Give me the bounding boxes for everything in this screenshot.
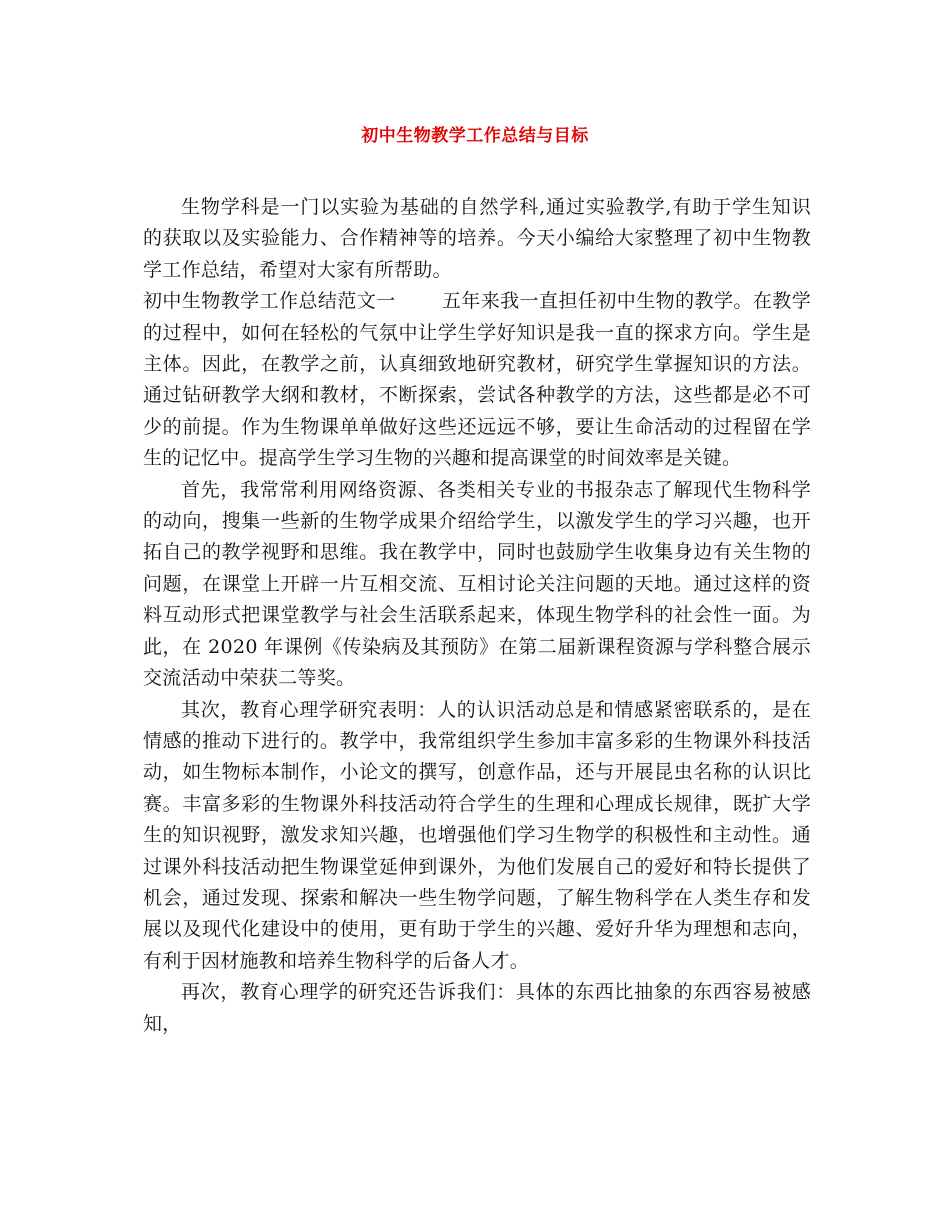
paragraph-third: 再次，教育心理学的研究还告诉我们：具体的东西比抽象的东西容易被感知， (143, 981, 811, 1035)
paragraph-second: 其次，教育心理学研究表明：人的认识活动总是和情感紧密联系的，是在情感的推动下进行的。教学中，我常组织学生参加丰富多彩的生物课外科技活动，如生物标本制作，小论文的撰写，创意作品，还与开展昆虫名称的认识比赛。丰富多彩的生物课外科技活动符合学生的生理和心理成长规律，既扩大学生的知识视野，激发求知兴趣，也增强他们学习生物学的积极性和主动性。通过课外科技活动把生物课堂延伸到课外，为他们发展自己的爱好和特长提供了机会，通过发现、探索和解决一些生物学问题，了解生物科学在人类生存和发展以及现代化建设中的使用，更有助于学生的兴趣、爱好升华为理想和志向，有利于因材施教和培养生物科学的后备人才。 (143, 698, 811, 972)
document-title: 初中生物教学工作总结与目标 (361, 126, 589, 146)
paragraph-first: 首先，我常常利用网络资源、各类相关专业的书报杂志了解现代生物科学的动向，搜集一些新的生物学成果介绍给学生，以激发学生的学习兴趣，也开拓自己的教学视野和思维。我在教学中，同时也鼓励学生收集身边有关生物的问题，在课堂上开辟一片互相交流、互相讨论关注问题的天地。通过这样的资料互动形式把课堂教学与社会生活联系起来，体现生物学科的社会性一面。为此，在 2020 年课例《传染病及其预防》在第二届新课程资源与学科整合展示交流活动中荣获二等奖。 (143, 478, 811, 690)
sample-paragraph (143, 286, 811, 474)
sample-heading: 初中生物教学工作总结范文一 (143, 290, 396, 313)
intro-paragraph: 生物学科是一门以实验为基础的自然学科,通过实验教学,有助于学生知识的获取以及实验能力、合作精神等的培养。今天小编给大家整理了初中生物教学工作总结，希望对大家有所帮助。 (143, 196, 811, 281)
document-body (143, 192, 811, 1040)
sample-lead-text: 五年来我一直担任初中生物的教学。在教学的过程中，如何在轻松的气氛中让学生学好知识是我一直的探求方向。学生是主体。因此，在教学之前，认真细致地研究教材，研究学生掌握知识的方法。通过钻研教学大纲和教材，不断探索，尝试各种教学的方法，这些都是必不可少的前提。作为生物课单单做好这些还远远不够，要让生命活动的过程留在学生的记忆中。提高学生学习生物的兴趣和提高课堂的时间效率是关键。 (143, 290, 811, 470)
